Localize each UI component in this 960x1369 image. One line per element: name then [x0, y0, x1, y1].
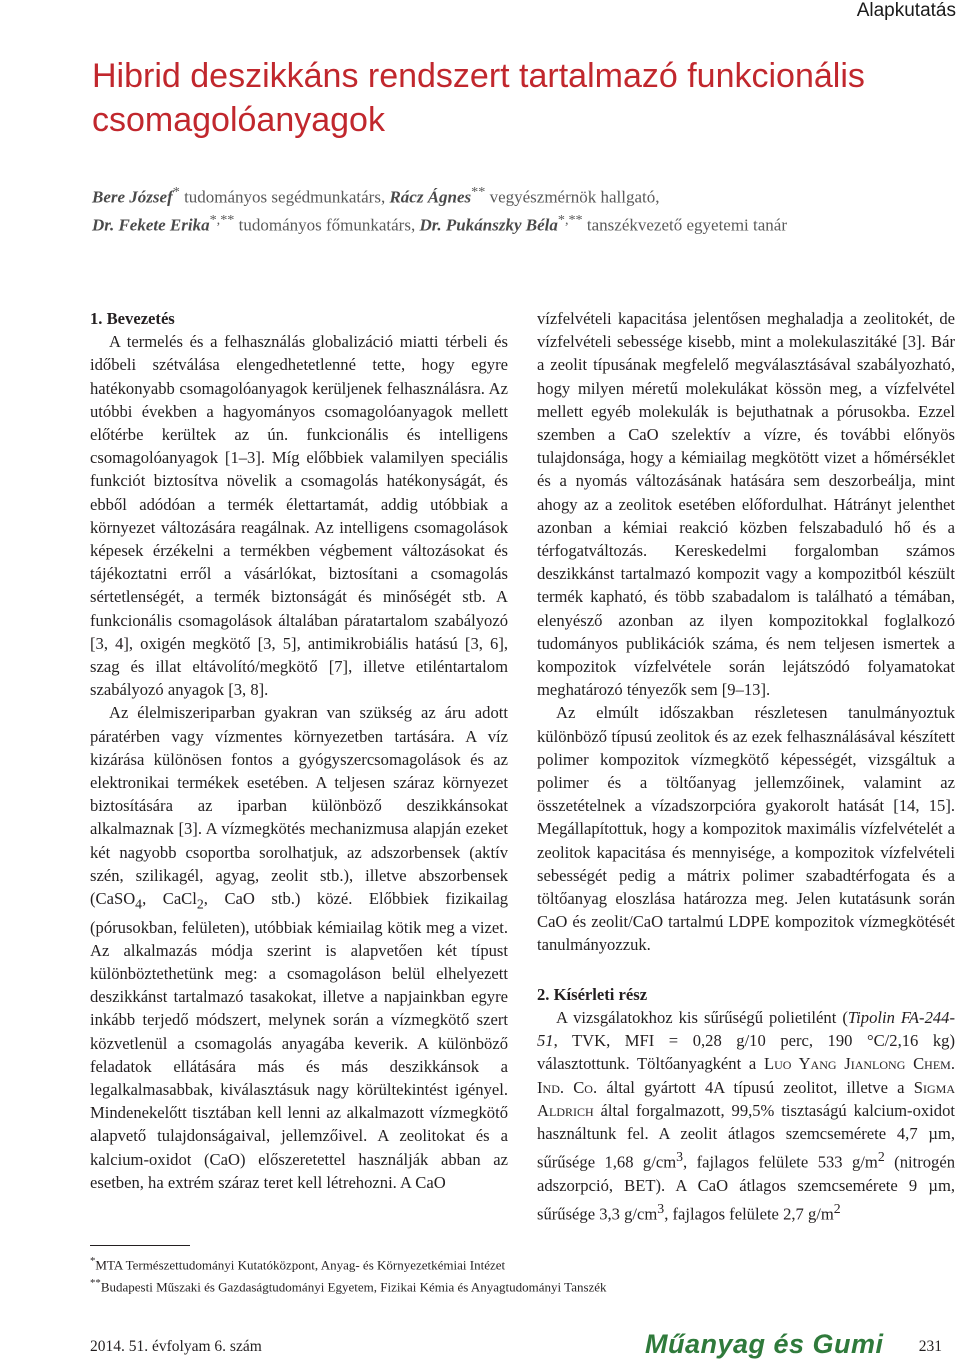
- author-name: Dr. Fekete Erika: [92, 215, 210, 235]
- subscript: 4: [135, 896, 143, 912]
- author-role: tudományos főmunkatárs,: [234, 215, 420, 235]
- footnote-text: MTA Természettudományi Kutatóközpont, Anyag- és Környezetkémiai Intézet: [95, 1257, 506, 1273]
- text-run: által forgalmazott, 99,5% tisztaságú kalcium-oxidot használtunk fel. A zeolit átlagos szemcsemérete 4,7 µm, sűrűsége 1,68 g/cm: [537, 1100, 955, 1172]
- footnote: [90, 1274, 930, 1296]
- text-run: (nitrogén adszorpció, BET). A CaO átlagos szemcsemérete 9 µm, sűrűsége 3,3 g/cm: [537, 1152, 955, 1224]
- author-name: Dr. Pukánszky Béla: [419, 215, 558, 235]
- section-heading: 2. Kísérleti rész: [537, 984, 648, 1004]
- author-role: tudományos segédmunkatárs,: [179, 187, 390, 207]
- text-run: , fajlagos felülete 2,7 g/m: [664, 1204, 834, 1224]
- paragraph: vízfelvételi kapacitása jelentősen meghaladja a zeolitokét, de vízfelvételi sebessége kisebb, mint a molekulaszitáké [3]. Bár a zeolit típusának megfelelő megválasztásával szabályozható, hogy milyen méretű molekulákat kössön meg, a vízfelvétel mellett egyéb molekulák is bejuthatnak a pórusokba. Ezzel szemben a CaO szelektív a vízre, és további előnyös tulajdonsága, hogy a kémiailag megkötött vizet a hőmérséklet és a nyomás változásának hatására sem deszorbeálja, mint ahogy az a zeolitok esetében előfordulhat. Hátrányt jelenthet azonban a kémiai reakció közben felszabaduló hő és a térfogatváltozás. Kereskedelmi forgalomban számos deszikkánst tartalmazó kompozit vagy a kompozitból készült termék kapható, és több szabadalom is található a témában, elenyésző azonban az ilyen kompozitokkal foglalkozó tudományos publikációk száma, és nem teljesen ismertek a kompozitok vízfelvétele során lejátszódó folyamatokat meghatározó tényezők sem [9–13].: [537, 309, 955, 700]
- right-column: [537, 307, 955, 1226]
- superscript: 3: [676, 1149, 684, 1165]
- superscript: 3: [657, 1201, 665, 1217]
- footnote-text: Budapesti Műszaki és Gazdaságtudományi Egyetem, Fizikai Kémia és Anyagtudományi Tanszék: [100, 1279, 607, 1295]
- paragraph: A termelés és a felhasználás globalizáció miatti térbeli és időbeli szétválása elengedhetetlenné tette, hogy egyre hatékonyabb csomagolóanyagok kerüljenek felhasználásra. Az utóbbi években a hagyományos csomagolóanyagok mellett előtérbe kerültek az ún. funkcionális és intelligens csomagolóanyagok [1–3]. Míg előbbiek valamilyen speciális funkciót biztosítva növelik a csomagolás hatékonyságát, és ebből adódóan a termék élettartamát, addig utóbbiak a környezet változására reagálnak. Az intelligens csomagolások képesek érzékelni a termékben végbement változásokat és tájékoztatni erről a vásárlókat, biztosítani a csomagolás sértetlenségét, a termék biztonságát és minőségét stb. A funkcionális csomagolások általában páratartalom szabályozó [3, 4], oxigén megkötő [3, 5], antimikrobiális hatású [3, 6], szag és illat eltávolító/megkötő [7], illetve etiléntartalom szabályozó anyagok [3, 8].: [90, 332, 508, 700]
- journal-logo: Műanyag és Gumi: [645, 1329, 884, 1359]
- affiliation-mark: *,**: [209, 211, 235, 228]
- page-number: 231: [918, 1338, 942, 1355]
- author-name: Rácz Ágnes: [389, 187, 472, 207]
- italic-text: Tipolin FA-244-51: [537, 1007, 955, 1051]
- footnote: [90, 1252, 930, 1274]
- subscript: 2: [196, 896, 204, 912]
- affiliation-mark: *,**: [557, 211, 583, 228]
- text-run: A vizsgálatokhoz kis sűrűségű polietilént (: [556, 1007, 848, 1027]
- text-run: Az élelmiszeriparban gyakran van szükség az áru adott páratérben vagy vízmentes környezetben tartására. A víz kizárása különösen fontos a gyógyszercsomagolások és az elektronikai termékek esetében. A teljesen száraz környezet biztosítására az iparban különböző deszikkánsokat alkalmaznak [3]. A vízmegkötés mechanizmusa alapján ezeket két nagyobb csoportba sorolhatjuk, az adszorbensek (aktív szén, szilikagél, agyag, zeolit stb.), illetve abszorbensek (CaSO: [90, 703, 508, 909]
- text-run: , fajlagos felülete 533 g/m: [683, 1152, 878, 1172]
- paragraph: Az elmúlt időszakban részletesen tanulmányoztuk különböző típusú zeolitok és az ezek felhasználásával készített polimer kompozitok vízmegkötő képességét, vizsgáltuk a polimer és a töltőanyag jellemzőinek, valamint az összetételnek a vízadszorpcióra gyakorolt hatását [14, 15]. Megállapítottuk, hogy a kompozitok maximális vízfelvételét a zeolitok kapacitása és mennyisége, a kompozitok vízfelvételi sebességét pedig a mátrix polimer szabadtérfogata és a töltőanyag eloszlása határozza meg. Jelen kutatásunk során CaO és zeolit/CaO tartalmú LDPE kompozitok vízmegkötését tanulmányozzuk.: [537, 703, 955, 955]
- article-title: Hibrid deszikkáns rendszert tartalmazó funkcionális csomagolóanyagok: [92, 57, 865, 139]
- superscript: 2: [877, 1149, 885, 1165]
- left-column: [90, 307, 508, 1194]
- section-label: Alapkutatás: [856, 0, 956, 21]
- author-name: Bere József: [92, 187, 173, 207]
- issue-info: 2014. 51. évfolyam 6. szám: [90, 1338, 262, 1355]
- paragraph: [90, 701, 508, 1194]
- author-role: vegyészmérnök hallgató,: [485, 187, 660, 207]
- footnote-mark: **: [90, 1277, 101, 1290]
- affiliation-mark: **: [471, 184, 486, 200]
- superscript: 2: [833, 1201, 841, 1217]
- author-role: tanszékvezető egyetemi tanár: [582, 215, 788, 235]
- affiliation-mark: *: [172, 184, 180, 200]
- text-run: , CaCl: [142, 889, 197, 909]
- spacer: [537, 957, 955, 983]
- footnote-mark: *: [90, 1255, 96, 1267]
- author-list: [92, 181, 932, 236]
- text-run: által gyártott 4A típusú zeolitot, illetve a: [597, 1077, 914, 1097]
- company-name: Sigma Aldrich: [537, 1077, 955, 1120]
- footnotes: [90, 1252, 930, 1297]
- text-run: , CaO stb.) közé. Előbbiek fizikailag (pórusokban, felületen), utóbbiak kémiailag kötik meg a vizet. Az alkalmazás módja szerint is alapvetően két típust különböztethetünk meg: a csomagoláson belül elhelyezett deszikkánst tartalmazó tasakokat, illetve a napjainkban egyre inkább terjedő módszert, melynek során a vízmegkötő szert közvetlenül a csomagolás anyagába keverik. A különböző feladatok ellátására más és más deszikkánsok a legalkalmasabbak, kiválasztásuk nagy körültekintést igényel. Mindenekelőtt tisztában kell lenni az alkalmazott vízmegkötő alapvető tulajdonságaival, jellemzőivel. A zeolitokat és a kalcium-oxidot (CaO) előszeretettel használják abban az esetben, ha extrém száraz teret kell létrehozni. A CaO: [90, 889, 508, 1192]
- text-run: , TVK, MFI = 0,28 g/10 perc, 190 °C/2,16 kg) választottunk. Töltőanyagként a: [537, 1031, 955, 1074]
- footnote-divider: [90, 1245, 190, 1246]
- company-name: Luo Yang Jianlong Chem. Ind. Co.: [537, 1054, 955, 1097]
- paragraph: [537, 1006, 955, 1226]
- section-heading: 1. Bevezetés: [90, 309, 175, 328]
